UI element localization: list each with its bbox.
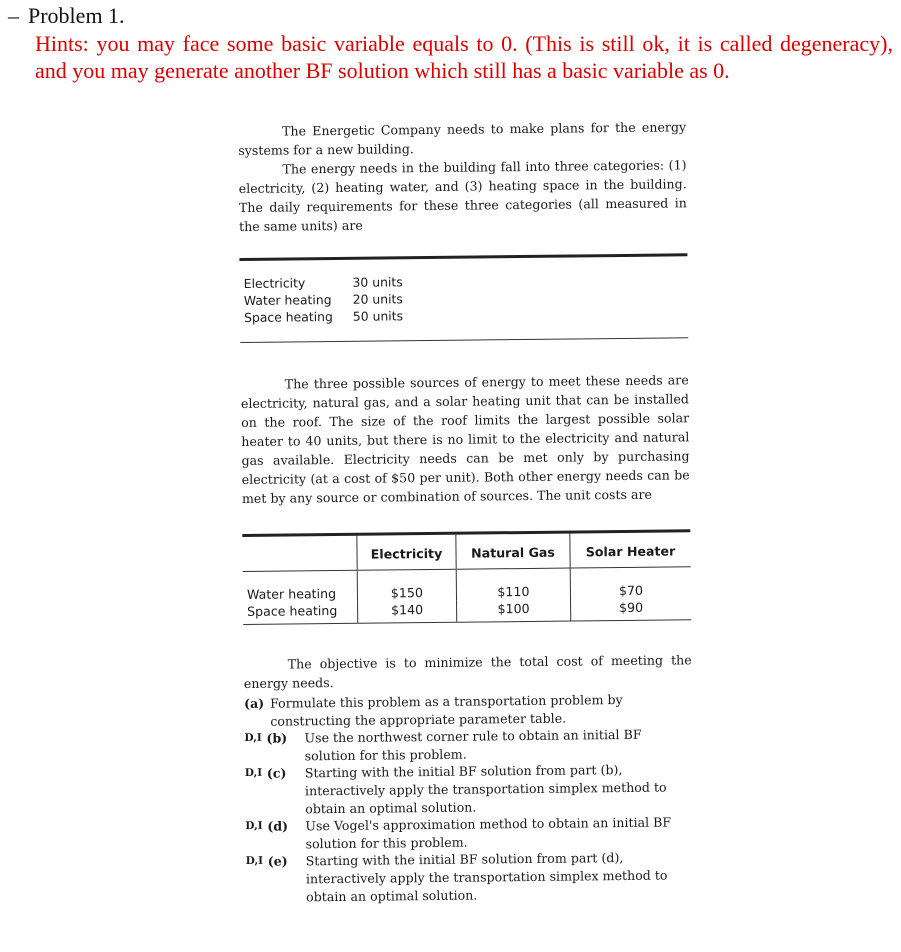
list-item <box>246 849 695 906</box>
table-row <box>243 598 691 624</box>
problem-title <box>8 2 898 30</box>
part-text: Formulate this problem as a transportation problem by constructing the appropriate parameter table. <box>270 692 623 729</box>
table-row <box>244 307 413 326</box>
list-item <box>245 761 694 818</box>
table-cell: $110 <box>456 568 570 601</box>
parts-list <box>244 690 694 906</box>
requirements-table <box>244 273 413 326</box>
requirement-category: Electricity <box>243 275 306 291</box>
list-item <box>244 725 692 765</box>
row-label: Space heating <box>243 602 358 625</box>
part-tag: D,I <box>244 767 263 780</box>
cost-table-block <box>242 529 691 625</box>
requirements-table-block <box>239 253 688 343</box>
problem-title-text: Problem 1. <box>28 3 125 28</box>
cost-table <box>242 532 691 625</box>
intro-paragraph-1: The Energetic Company needs to make plans for the energy systems for a new building. <box>238 119 687 158</box>
table-cell: $150 <box>357 569 456 602</box>
part-letter: (c) <box>266 765 287 782</box>
table-cell: $100 <box>456 600 570 623</box>
column-header: Electricity <box>357 535 456 571</box>
part-tag: D,I <box>245 855 264 868</box>
requirement-amount: 30 units <box>352 274 403 290</box>
part-letter: (e) <box>267 853 288 870</box>
header <box>8 2 898 84</box>
hints-text: Hints: you may face some basic variable equals to 0. (This is still ok, it is called degeneracy), and you may generate another BF solution which still has a basic variable as 0. <box>35 31 893 83</box>
part-letter: (b) <box>266 730 288 746</box>
intro-paragraph-2: The energy needs in the building fall into three categories: (1) electricity, (2) heating water, and (3) heating space in the building. The daily requirements for these three categories (all measured in the same units) are <box>238 157 687 234</box>
table-header-row <box>242 532 690 571</box>
part-tag: D,I <box>244 731 262 745</box>
part-text: Starting with the initial BF solution from part (d), interactively apply the transportation simplex method to obtain an optimal solution. <box>305 850 668 904</box>
part-letter: (a) <box>244 695 265 711</box>
corner-cell <box>242 536 357 572</box>
requirement-category: Water heating <box>243 292 332 308</box>
bottom-rule <box>240 337 688 343</box>
requirement-category: Space heating <box>243 309 333 325</box>
requirement-amount: 50 units <box>352 308 404 324</box>
part-text: Use the northwest corner rule to obtain an initial BF solution for this problem. <box>304 726 642 764</box>
table-cell: $70 <box>570 567 691 600</box>
list-item <box>245 813 693 853</box>
part-text: Starting with the initial BF solution from part (b), interactively apply the transportation simplex method to obtain an optimal solution. <box>304 762 667 816</box>
list-item <box>244 690 692 730</box>
table-cell: $90 <box>571 598 692 621</box>
sources-paragraph: The three possible sources of energy to meet these needs are electricity, natural gas, and a solar heating unit that can be installed on the roof. The size of the roof limits the largest possible solar heater to 40 units, but there is no limit to the electricity and natural gas available. Electricity needs can be met only by purchasing electricity (at a cost of $50 per unit). Both other energy needs can be met by any source or combination of sources. The unit costs are <box>240 372 690 506</box>
table-cell: $140 <box>358 601 457 624</box>
part-letter: (d) <box>267 818 289 834</box>
scanned-textbook-page <box>238 117 694 906</box>
row-label: Water heating <box>246 585 337 602</box>
objective-paragraph: The objective is to minimize the total cost of meeting the energy needs. <box>243 652 692 691</box>
part-tag: D,I <box>245 819 263 833</box>
list-dash: – <box>8 3 19 28</box>
part-text: Use Vogel's approximation method to obtain an initial BF solution for this problem. <box>305 814 672 852</box>
table-row <box>244 273 413 292</box>
top-rule <box>239 253 687 261</box>
requirement-amount: 20 units <box>352 291 403 307</box>
table-row <box>244 290 413 309</box>
column-header: Natural Gas <box>456 534 570 570</box>
column-header: Solar Heater <box>570 532 691 568</box>
table-row <box>243 567 691 603</box>
